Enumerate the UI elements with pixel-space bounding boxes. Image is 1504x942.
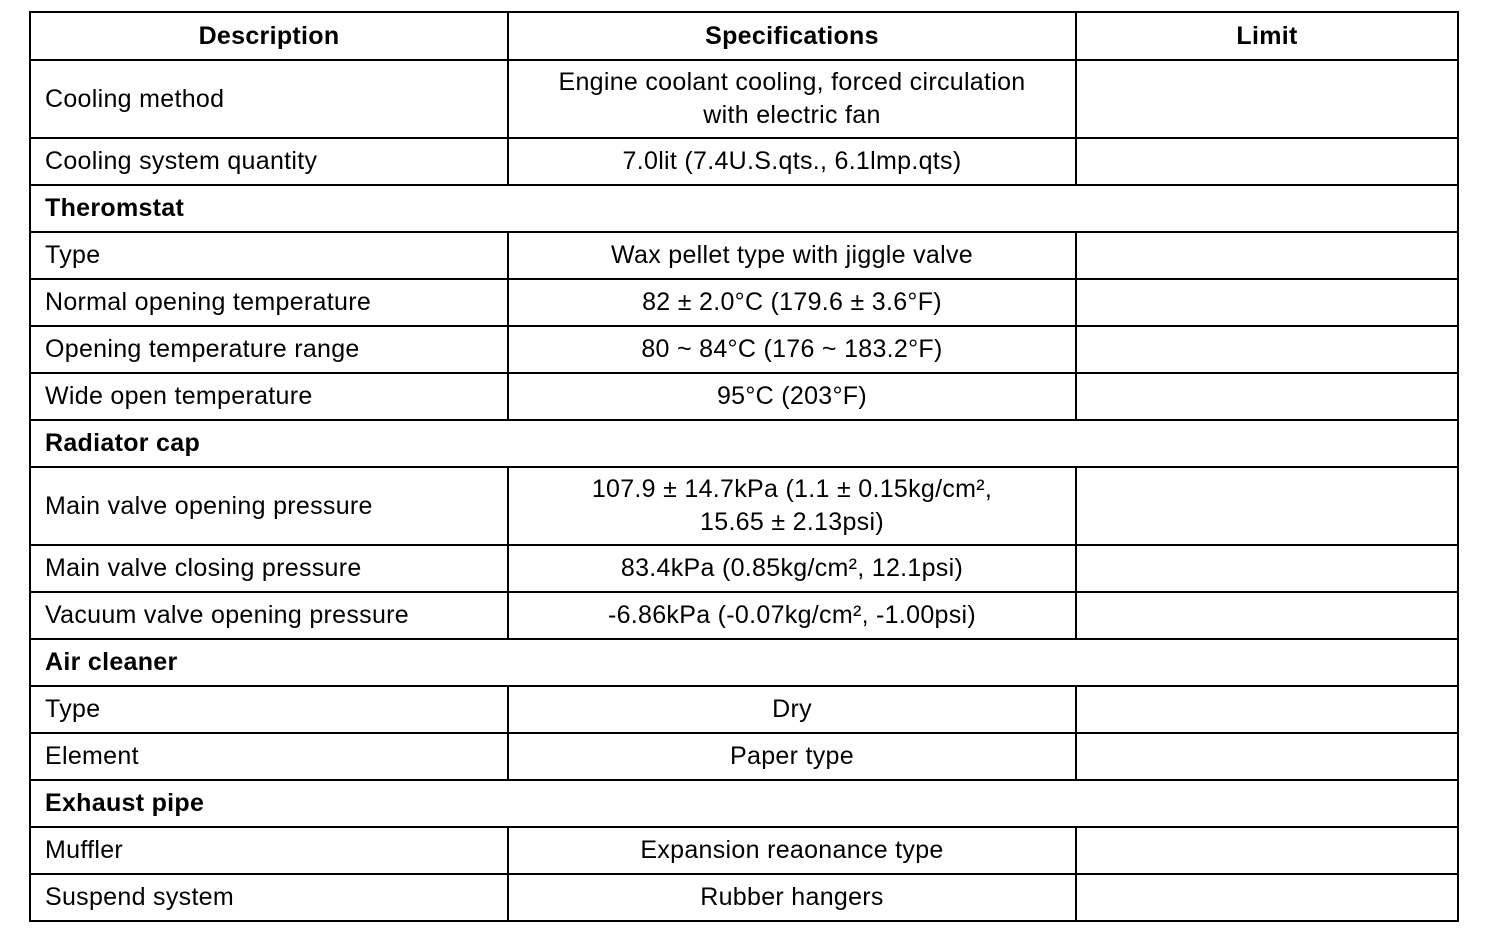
row-limit — [1076, 545, 1458, 592]
row-specification: -6.86kPa (-0.07kg/cm², -1.00psi) — [508, 592, 1076, 639]
section-heading-air-cleaner: Air cleaner — [30, 639, 1458, 686]
section-row — [30, 185, 1458, 232]
section-row — [30, 780, 1458, 827]
table-row — [30, 232, 1458, 279]
section-heading-radiator-cap: Radiator cap — [30, 420, 1458, 467]
header-specifications: Specifications — [508, 12, 1076, 60]
row-limit — [1076, 733, 1458, 780]
row-description: Opening temperature range — [30, 326, 508, 373]
section-row — [30, 420, 1458, 467]
row-description: Muffler — [30, 827, 508, 874]
row-description: Cooling method — [30, 60, 508, 138]
table-row — [30, 592, 1458, 639]
spec-line: 15.65 ± 2.13psi) — [700, 508, 884, 536]
row-limit — [1076, 232, 1458, 279]
row-description: Cooling system quantity — [30, 138, 508, 185]
row-description: Wide open temperature — [30, 373, 508, 420]
row-limit — [1076, 592, 1458, 639]
row-specification: 95°C (203°F) — [508, 373, 1076, 420]
table-row — [30, 60, 1458, 138]
section-row — [30, 639, 1458, 686]
section-heading-exhaust-pipe: Exhaust pipe — [30, 780, 1458, 827]
table-row — [30, 686, 1458, 733]
table-row — [30, 545, 1458, 592]
row-limit — [1076, 373, 1458, 420]
table-row — [30, 279, 1458, 326]
spec-line: with electric fan — [703, 101, 881, 129]
specifications-table — [29, 11, 1459, 922]
table-row — [30, 138, 1458, 185]
row-description: Main valve closing pressure — [30, 545, 508, 592]
row-specification: 80 ~ 84°C (176 ~ 183.2°F) — [508, 326, 1076, 373]
row-description: Element — [30, 733, 508, 780]
row-limit — [1076, 827, 1458, 874]
row-specification: 83.4kPa (0.85kg/cm², 12.1psi) — [508, 545, 1076, 592]
row-specification — [508, 60, 1076, 138]
row-description: Suspend system — [30, 874, 508, 921]
spec-line: Engine coolant cooling, forced circulation — [558, 68, 1026, 96]
table-row — [30, 373, 1458, 420]
row-description: Type — [30, 686, 508, 733]
row-limit — [1076, 326, 1458, 373]
row-limit — [1076, 60, 1458, 138]
row-limit — [1076, 686, 1458, 733]
table-row — [30, 467, 1458, 545]
row-description: Main valve opening pressure — [30, 467, 508, 545]
table-row — [30, 733, 1458, 780]
row-limit — [1076, 874, 1458, 921]
row-description: Type — [30, 232, 508, 279]
row-description: Normal opening temperature — [30, 279, 508, 326]
row-limit — [1076, 138, 1458, 185]
row-specification: Rubber hangers — [508, 874, 1076, 921]
section-heading-thermostat: Theromstat — [30, 185, 1458, 232]
table-header-row — [30, 12, 1458, 60]
table-row — [30, 326, 1458, 373]
row-specification — [508, 467, 1076, 545]
row-description: Vacuum valve opening pressure — [30, 592, 508, 639]
row-limit — [1076, 467, 1458, 545]
table-row — [30, 874, 1458, 921]
table-row — [30, 827, 1458, 874]
header-description: Description — [30, 12, 508, 60]
row-limit — [1076, 279, 1458, 326]
row-specification: 7.0lit (7.4U.S.qts., 6.1lmp.qts) — [508, 138, 1076, 185]
row-specification: Expansion reaonance type — [508, 827, 1076, 874]
row-specification: 82 ± 2.0°C (179.6 ± 3.6°F) — [508, 279, 1076, 326]
row-specification: Paper type — [508, 733, 1076, 780]
row-specification: Wax pellet type with jiggle valve — [508, 232, 1076, 279]
header-limit: Limit — [1076, 12, 1458, 60]
spec-line: 107.9 ± 14.7kPa (1.1 ± 0.15kg/cm², — [591, 475, 993, 503]
row-specification: Dry — [508, 686, 1076, 733]
